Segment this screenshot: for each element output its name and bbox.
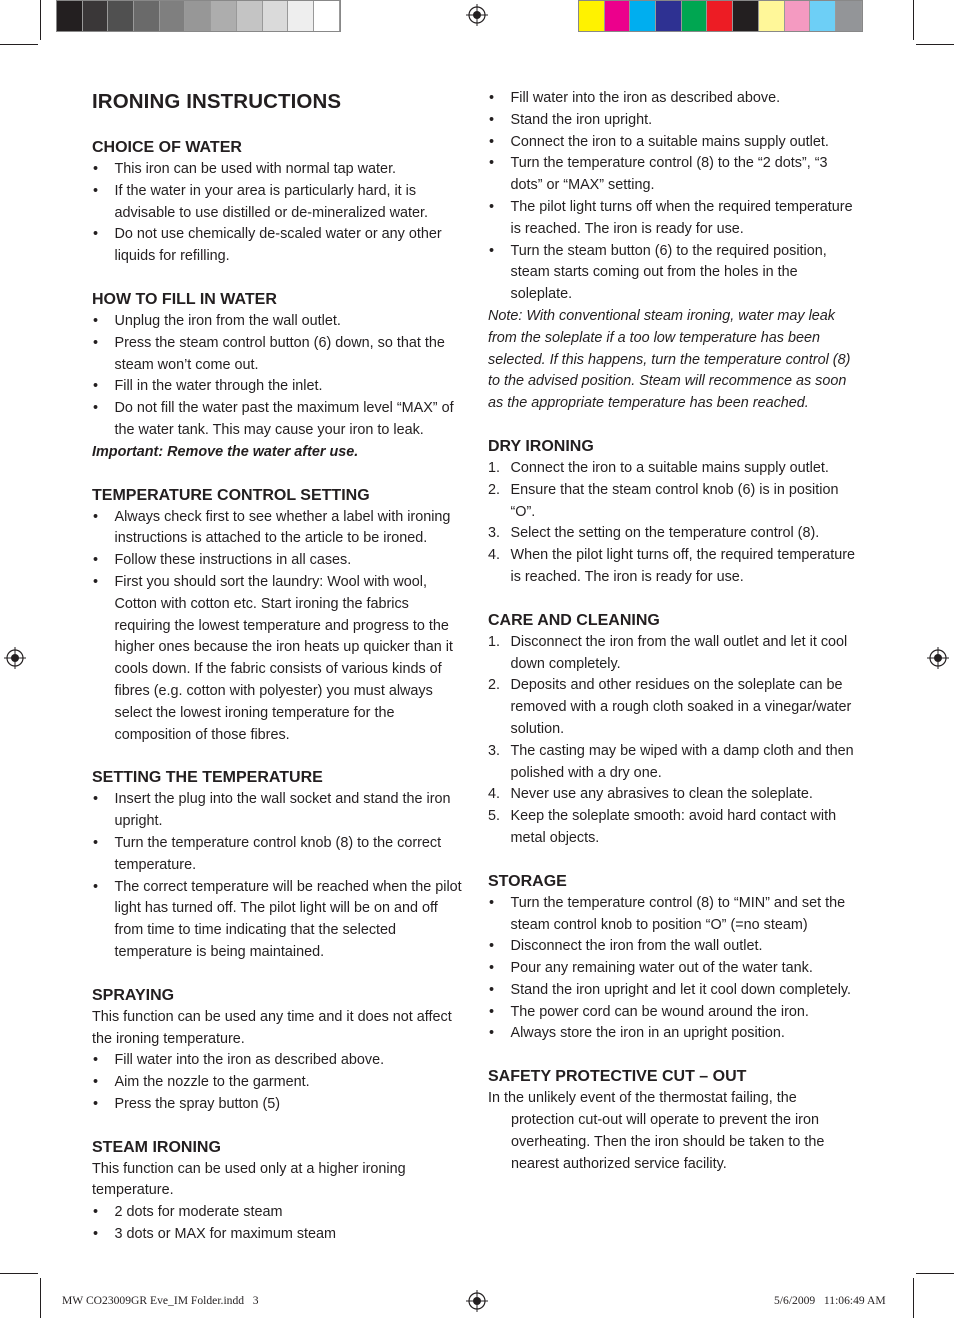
step-number: 2. — [488, 677, 501, 694]
footer-timestamp: 5/6/2009 11:06:49 AM — [774, 1294, 886, 1307]
section-steam-ironing — [92, 1137, 462, 1246]
list-item: • The pilot light turns off when the required temperature is reached. The iron is ready for use. — [489, 198, 853, 237]
list-item: • Do not fill the water past the maximum level “MAX” of the water tank. This may cause your iron to leak. — [93, 400, 454, 438]
list-item: • Turn the steam button (6) to the required position, steam starts coming out from the holes in the soleplate. — [489, 242, 827, 303]
list-item: 2. Ensure that the steam control knob (6) is in position “O”. — [488, 481, 839, 520]
bullet-icon: • — [93, 834, 99, 851]
crop-mark — [913, 0, 914, 40]
list-item: 2. Deposits and other residues on the soleplate can be removed with a rough cloth soaked in a vinegar/water solution. — [488, 677, 852, 737]
crop-mark — [916, 44, 954, 45]
list-item: 3. Select the setting on the temperature control (8). — [488, 523, 863, 545]
bullet-icon: • — [93, 552, 99, 569]
bullet-icon: • — [489, 938, 495, 955]
left-column — [92, 88, 462, 1267]
step-number: 5. — [488, 808, 501, 825]
step-number: 1. — [488, 633, 501, 650]
list-item: • Always check first to see whether a label with ironing instructions is attached to the article to be ironed. — [93, 508, 451, 547]
color-swatch — [785, 1, 811, 31]
step-number: 3. — [488, 742, 501, 759]
color-swatch — [810, 1, 836, 31]
section-dry-ironing — [488, 436, 863, 589]
crop-mark — [40, 0, 41, 40]
list-item: • Fill in the water through the inlet. — [92, 376, 462, 398]
bullet-icon: • — [93, 1052, 99, 1069]
section-care-and-cleaning — [488, 610, 863, 850]
crop-mark — [913, 1278, 914, 1318]
color-swatch — [707, 1, 733, 31]
section-heading: TEMPERATURE CONTROL SETTING — [92, 486, 370, 504]
color-swatch — [108, 1, 134, 31]
step-number: 4. — [488, 547, 501, 564]
bullet-icon: • — [93, 1074, 99, 1091]
list-item: • First you should sort the laundry: Wool with wool, Cotton with cotton etc. Start ironing the fabrics requiring the lowest temperature and progress to the higher ones because the iron heats up quicker than it cools down. If the fabric consists of various kinds of fibres (e.g. cotton with polyester) you must always select the lowest ironing temperature for the composition of those fibres. — [93, 573, 453, 743]
color-swatch — [579, 1, 605, 31]
list-item: 3. The casting may be wiped with a damp cloth and then polished with a dry one. — [488, 742, 854, 781]
right-column — [488, 88, 863, 1196]
bullet-icon: • — [489, 1003, 495, 1020]
registration-mark-icon — [4, 647, 26, 669]
color-swatch — [134, 1, 160, 31]
important-note: Important: Remove the water after use. — [92, 443, 359, 460]
section-intro: This function can be used only at a higher ironing temperature. — [92, 1160, 406, 1199]
bullet-icon: • — [489, 133, 495, 150]
list-item: • Do not use chemically de-scaled water or any other liquids for refilling. — [93, 226, 442, 265]
step-number: 3. — [488, 525, 501, 542]
list-item: • If the water in your area is particularly hard, it is advisable to use distilled or de-mineralized water. — [93, 182, 429, 221]
bullet-icon: • — [93, 312, 99, 329]
list-item: • Connect the iron to a suitable mains supply outlet. — [488, 132, 863, 154]
page-title: IRONING INSTRUCTIONS — [92, 90, 342, 113]
crop-mark — [40, 1278, 41, 1318]
color-swatch — [605, 1, 631, 31]
bullet-list — [92, 311, 462, 442]
bullet-icon: • — [489, 960, 495, 977]
list-item: • Fill water into the iron as described above. — [488, 88, 863, 110]
list-item: • Always store the iron in an upright position. — [488, 1023, 863, 1045]
bullet-icon: • — [93, 878, 99, 895]
bullet-list — [488, 88, 863, 306]
bullet-icon: • — [489, 90, 495, 106]
bullet-icon: • — [489, 198, 495, 215]
color-swatch — [733, 1, 759, 31]
bullet-list — [92, 789, 462, 963]
bullet-icon: • — [489, 981, 495, 998]
steam-note: Note: With conventional steam ironing, water may leak from the soleplate if a too low temperature has been selected. If this happens, turn the temperature control (8) to the advised position. Steam will recommence as soon as the appropriate temperature has been reached. — [488, 307, 851, 412]
list-item: 1. Connect the iron to a suitable mains supply outlet. — [488, 458, 863, 480]
list-item: • 2 dots for moderate steam — [92, 1202, 462, 1224]
bullet-list — [488, 893, 863, 1046]
bullet-icon: • — [93, 1204, 99, 1221]
list-item: • This iron can be used with normal tap water. — [92, 159, 462, 181]
bullet-icon: • — [93, 1226, 99, 1243]
bullet-icon: • — [489, 111, 495, 128]
bullet-icon: • — [93, 161, 99, 177]
list-item: • Pour any remaining water out of the water tank. — [488, 958, 863, 980]
grayscale-color-bar — [56, 0, 341, 32]
step-number: 2. — [488, 481, 501, 498]
bullet-list — [92, 507, 462, 747]
bullet-icon: • — [489, 155, 495, 172]
crop-mark — [0, 44, 38, 45]
section-heading: CARE AND CLEANING — [488, 611, 660, 629]
list-item: • Turn the temperature control knob (8) to the correct temperature. — [93, 834, 442, 873]
bullet-icon: • — [93, 791, 99, 808]
process-color-bar — [578, 0, 863, 32]
crop-mark — [0, 1273, 38, 1274]
bullet-icon: • — [489, 242, 495, 259]
step-number: 1. — [488, 459, 501, 476]
numbered-list — [488, 458, 863, 589]
list-item: • Unplug the iron from the wall outlet. — [92, 311, 462, 333]
bullet-icon: • — [489, 1025, 495, 1042]
section-intro: This function can be used any time and it does not affect the ironing temperature. — [92, 1008, 452, 1047]
bullet-icon: • — [93, 182, 99, 199]
section-heading: HOW TO FILL IN WATER — [92, 290, 277, 308]
list-item: • Stand the iron upright. — [488, 110, 863, 132]
section-choice-of-water — [92, 137, 462, 268]
section-steam-ironing-continued — [488, 88, 863, 415]
list-item: 1. Disconnect the iron from the wall outlet and let it cool down completely. — [488, 633, 848, 672]
bullet-list — [92, 159, 462, 268]
section-setting-temperature — [92, 767, 462, 963]
section-heading: STORAGE — [488, 872, 567, 890]
color-swatch — [314, 1, 340, 31]
bullet-icon: • — [489, 894, 495, 911]
color-swatch — [288, 1, 314, 31]
section-safety-cut-out — [488, 1066, 863, 1175]
color-swatch — [83, 1, 109, 31]
list-item: • 3 dots or MAX for maximum steam — [92, 1224, 462, 1246]
list-item: 4. When the pilot light turns off, the required temperature is reached. The iron is ready for use. — [488, 547, 856, 585]
list-item: • Press the steam control button (6) down, so that the steam won’t come out. — [93, 334, 445, 373]
section-temperature-control — [92, 485, 462, 747]
section-storage — [488, 871, 863, 1046]
footer-file-name: MW CO23009GR Eve_IM Folder.indd 3 — [62, 1294, 259, 1307]
bullet-list — [92, 1202, 462, 1246]
list-item: • Turn the temperature control (8) to the “2 dots”, “3 dots” or “MAX” setting. — [489, 155, 828, 194]
bullet-icon: • — [93, 400, 99, 417]
bullet-icon: • — [93, 226, 99, 243]
crop-mark — [916, 1273, 954, 1274]
numbered-list — [488, 632, 863, 850]
list-item: 4. Never use any abrasives to clean the soleplate. — [488, 784, 863, 806]
color-swatch — [237, 1, 263, 31]
color-swatch — [836, 1, 862, 31]
list-item: • Insert the plug into the wall socket and stand the iron upright. — [93, 791, 451, 830]
color-swatch — [211, 1, 237, 31]
list-item: • Stand the iron upright and let it cool down completely. — [488, 980, 863, 1002]
color-swatch — [656, 1, 682, 31]
list-item: • The correct temperature will be reached when the pilot light has turned off. The pilot light will be on and off from time to time indicating that the selected temperature is being maintained. — [93, 878, 462, 960]
list-item: • The power cord can be wound around the iron. — [488, 1002, 863, 1024]
color-swatch — [57, 1, 83, 31]
section-heading: SAFETY PROTECTIVE CUT – OUT — [488, 1068, 747, 1086]
registration-mark-icon — [466, 4, 488, 26]
section-spraying — [92, 985, 462, 1116]
list-item: • Follow these instructions in all cases. — [92, 550, 462, 572]
section-heading: STEAM IRONING — [92, 1138, 221, 1156]
bullet-icon: • — [93, 1095, 99, 1112]
color-swatch — [263, 1, 289, 31]
bullet-icon: • — [93, 378, 99, 395]
section-heading: CHOICE OF WATER — [92, 139, 242, 156]
bullet-list — [92, 1050, 462, 1115]
section-heading: SETTING THE TEMPERATURE — [92, 769, 323, 787]
list-item: • Disconnect the iron from the wall outlet. — [488, 936, 863, 958]
list-item: • Aim the nozzle to the garment. — [92, 1072, 462, 1094]
registration-mark-icon — [927, 647, 949, 669]
safety-paragraph: In the unlikely event of the thermostat failing, the protection cut-out will operate to prevent the iron overheating. Then the iron should be taken to the nearest authorized service facility. — [488, 1090, 825, 1172]
list-item: • Press the spray button (5) — [92, 1094, 462, 1116]
list-item: • Fill water into the iron as described above. — [92, 1050, 462, 1072]
bullet-icon: • — [93, 508, 99, 525]
list-item: • Turn the temperature control (8) to “MIN” and set the steam control knob to position “O” (=no steam) — [489, 894, 846, 933]
bullet-icon: • — [93, 334, 99, 351]
registration-mark-icon — [466, 1290, 488, 1312]
bullet-icon: • — [93, 573, 99, 590]
color-swatch — [630, 1, 656, 31]
color-swatch — [185, 1, 211, 31]
color-swatch — [682, 1, 708, 31]
section-heading: DRY IRONING — [488, 437, 594, 455]
section-how-to-fill-water — [92, 289, 462, 464]
list-item: 5. Keep the soleplate smooth: avoid hard contact with metal objects. — [488, 808, 837, 846]
color-swatch — [759, 1, 785, 31]
color-swatch — [160, 1, 186, 31]
step-number: 4. — [488, 786, 501, 803]
section-heading: SPRAYING — [92, 986, 175, 1004]
